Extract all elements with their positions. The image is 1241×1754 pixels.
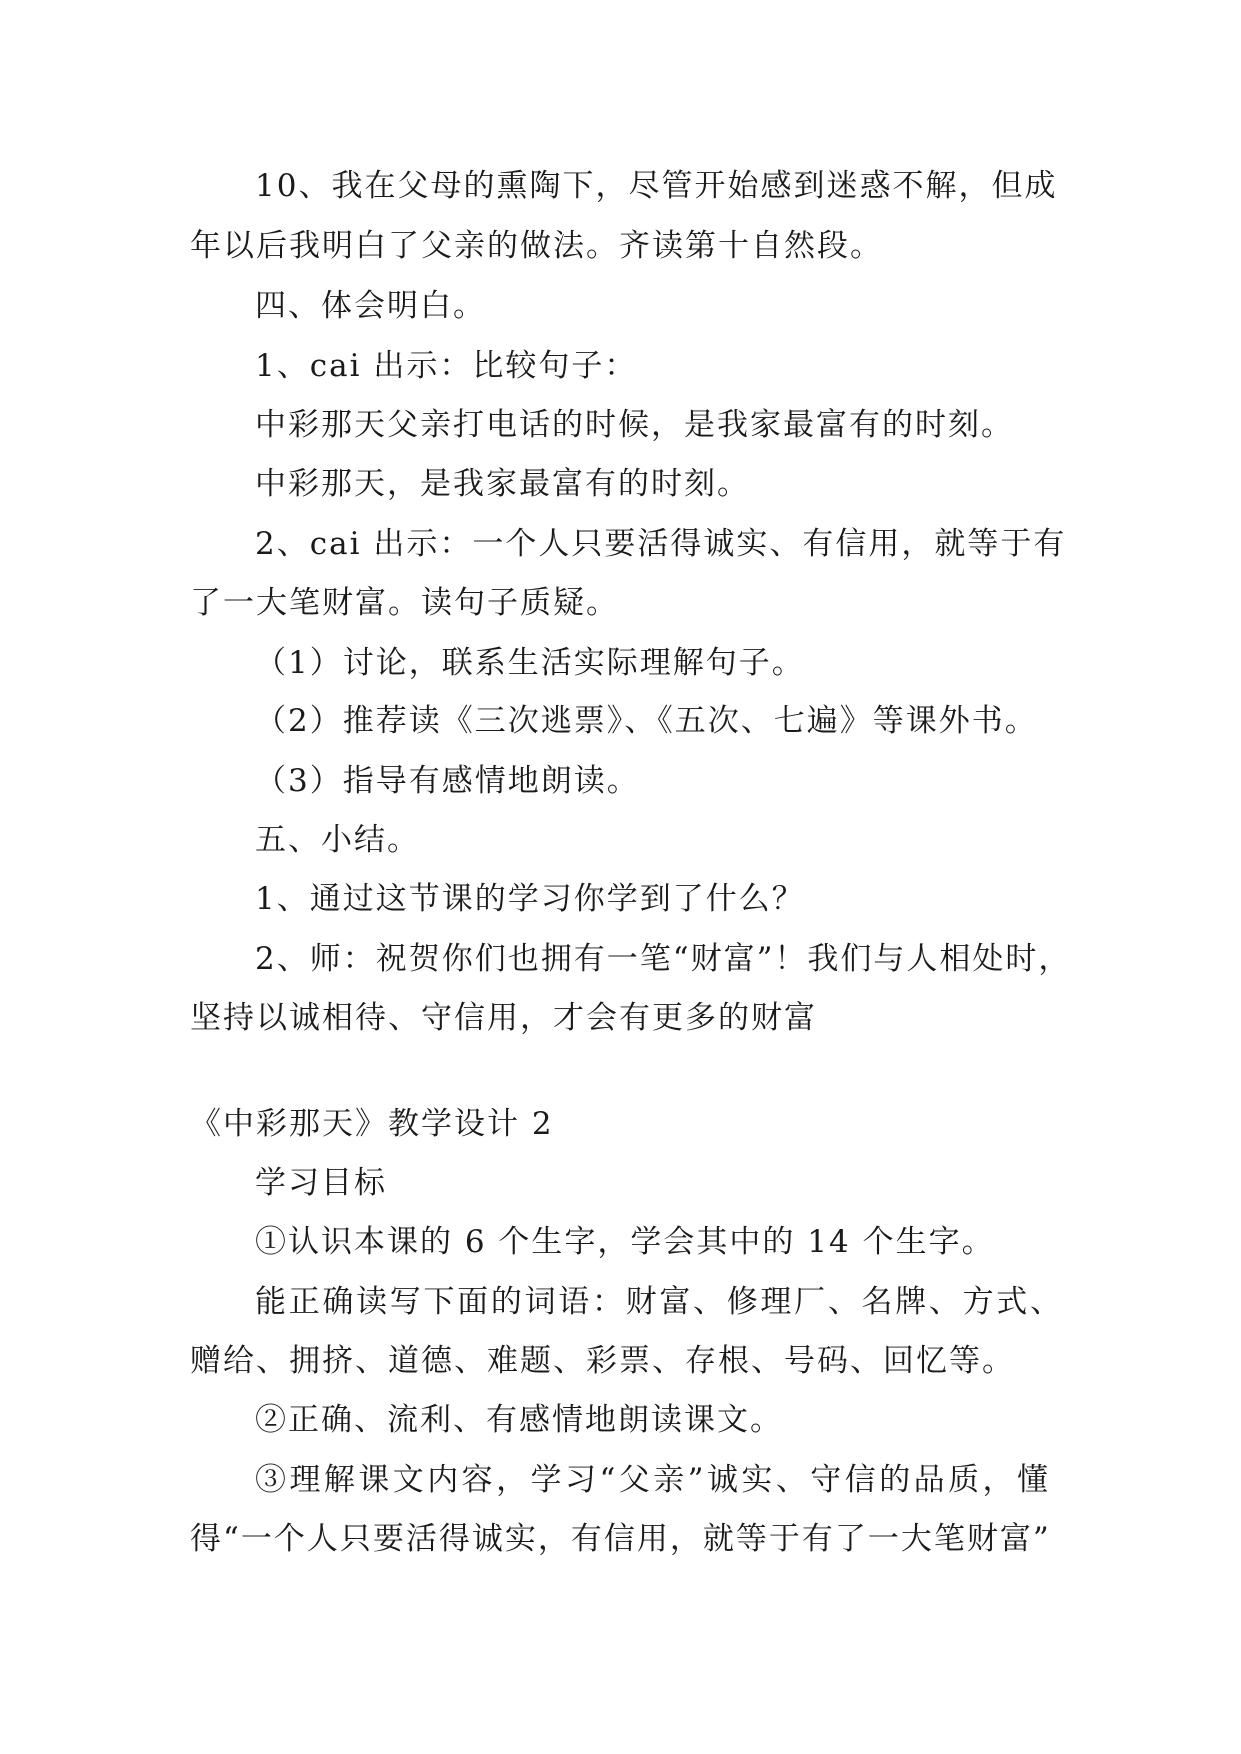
paragraph-line: 得“一个人只要活得诚实，有信用，就等于有了一大笔财富” <box>190 1521 1051 1557</box>
paragraph-line: （3）指导有感情地朗读。 <box>255 763 640 799</box>
paragraph-line: ③理解课文内容，学习“父亲”诚实、守信的品质，懂 <box>255 1462 1050 1498</box>
paragraph-line: 1、通过这节课的学习你学到了什么？ <box>255 881 805 917</box>
paragraph-line: 中彩那天父亲打电话的时候，是我家最富有的时刻。 <box>255 407 1014 443</box>
paragraph-line: 2、师：祝贺你们也拥有一笔“财富”！我们与人相处时， <box>255 941 1072 977</box>
paragraph-line: ②正确、流利、有感情地朗读课文。 <box>255 1402 783 1438</box>
paragraph-line: 了一大笔财富。读句子质疑。 <box>190 585 619 621</box>
paragraph-line: （1）讨论，联系生活实际理解句子。 <box>255 645 805 681</box>
paragraph-line: 2、cai 出示：一个人只要活得诚实、有信用，就等于有 <box>255 526 1067 562</box>
paragraph-line: 中彩那天，是我家最富有的时刻。 <box>255 466 750 502</box>
section-heading: 五、小结。 <box>255 822 420 858</box>
paragraph-line: 1、cai 出示：比较句子： <box>255 348 638 384</box>
section-heading: 四、体会明白。 <box>255 288 486 324</box>
paragraph-line: 10、我在父母的熏陶下，尽管开始感到迷惑不解，但成 <box>255 168 1058 204</box>
paragraph-line: 坚持以诚相待、守信用，才会有更多的财富 <box>190 1000 817 1036</box>
paragraph-line: 年以后我明白了父亲的做法。齐读第十自然段。 <box>190 228 883 264</box>
paragraph-line: （2）推荐读《三次逃票》、《五次、七遍》等课外书。 <box>255 703 1038 739</box>
paragraph-line: 能正确读写下面的词语：财富、修理厂、名牌、方式、 <box>255 1284 1063 1320</box>
document-title: 《中彩那天》教学设计 2 <box>190 1106 554 1142</box>
section-heading: 学习目标 <box>255 1165 387 1201</box>
paragraph-line: ①认识本课的 6 个生字，学会其中的 14 个生字。 <box>255 1224 995 1260</box>
paragraph-line: 赠给、拥挤、道德、难题、彩票、存根、号码、回忆等。 <box>190 1343 1015 1379</box>
